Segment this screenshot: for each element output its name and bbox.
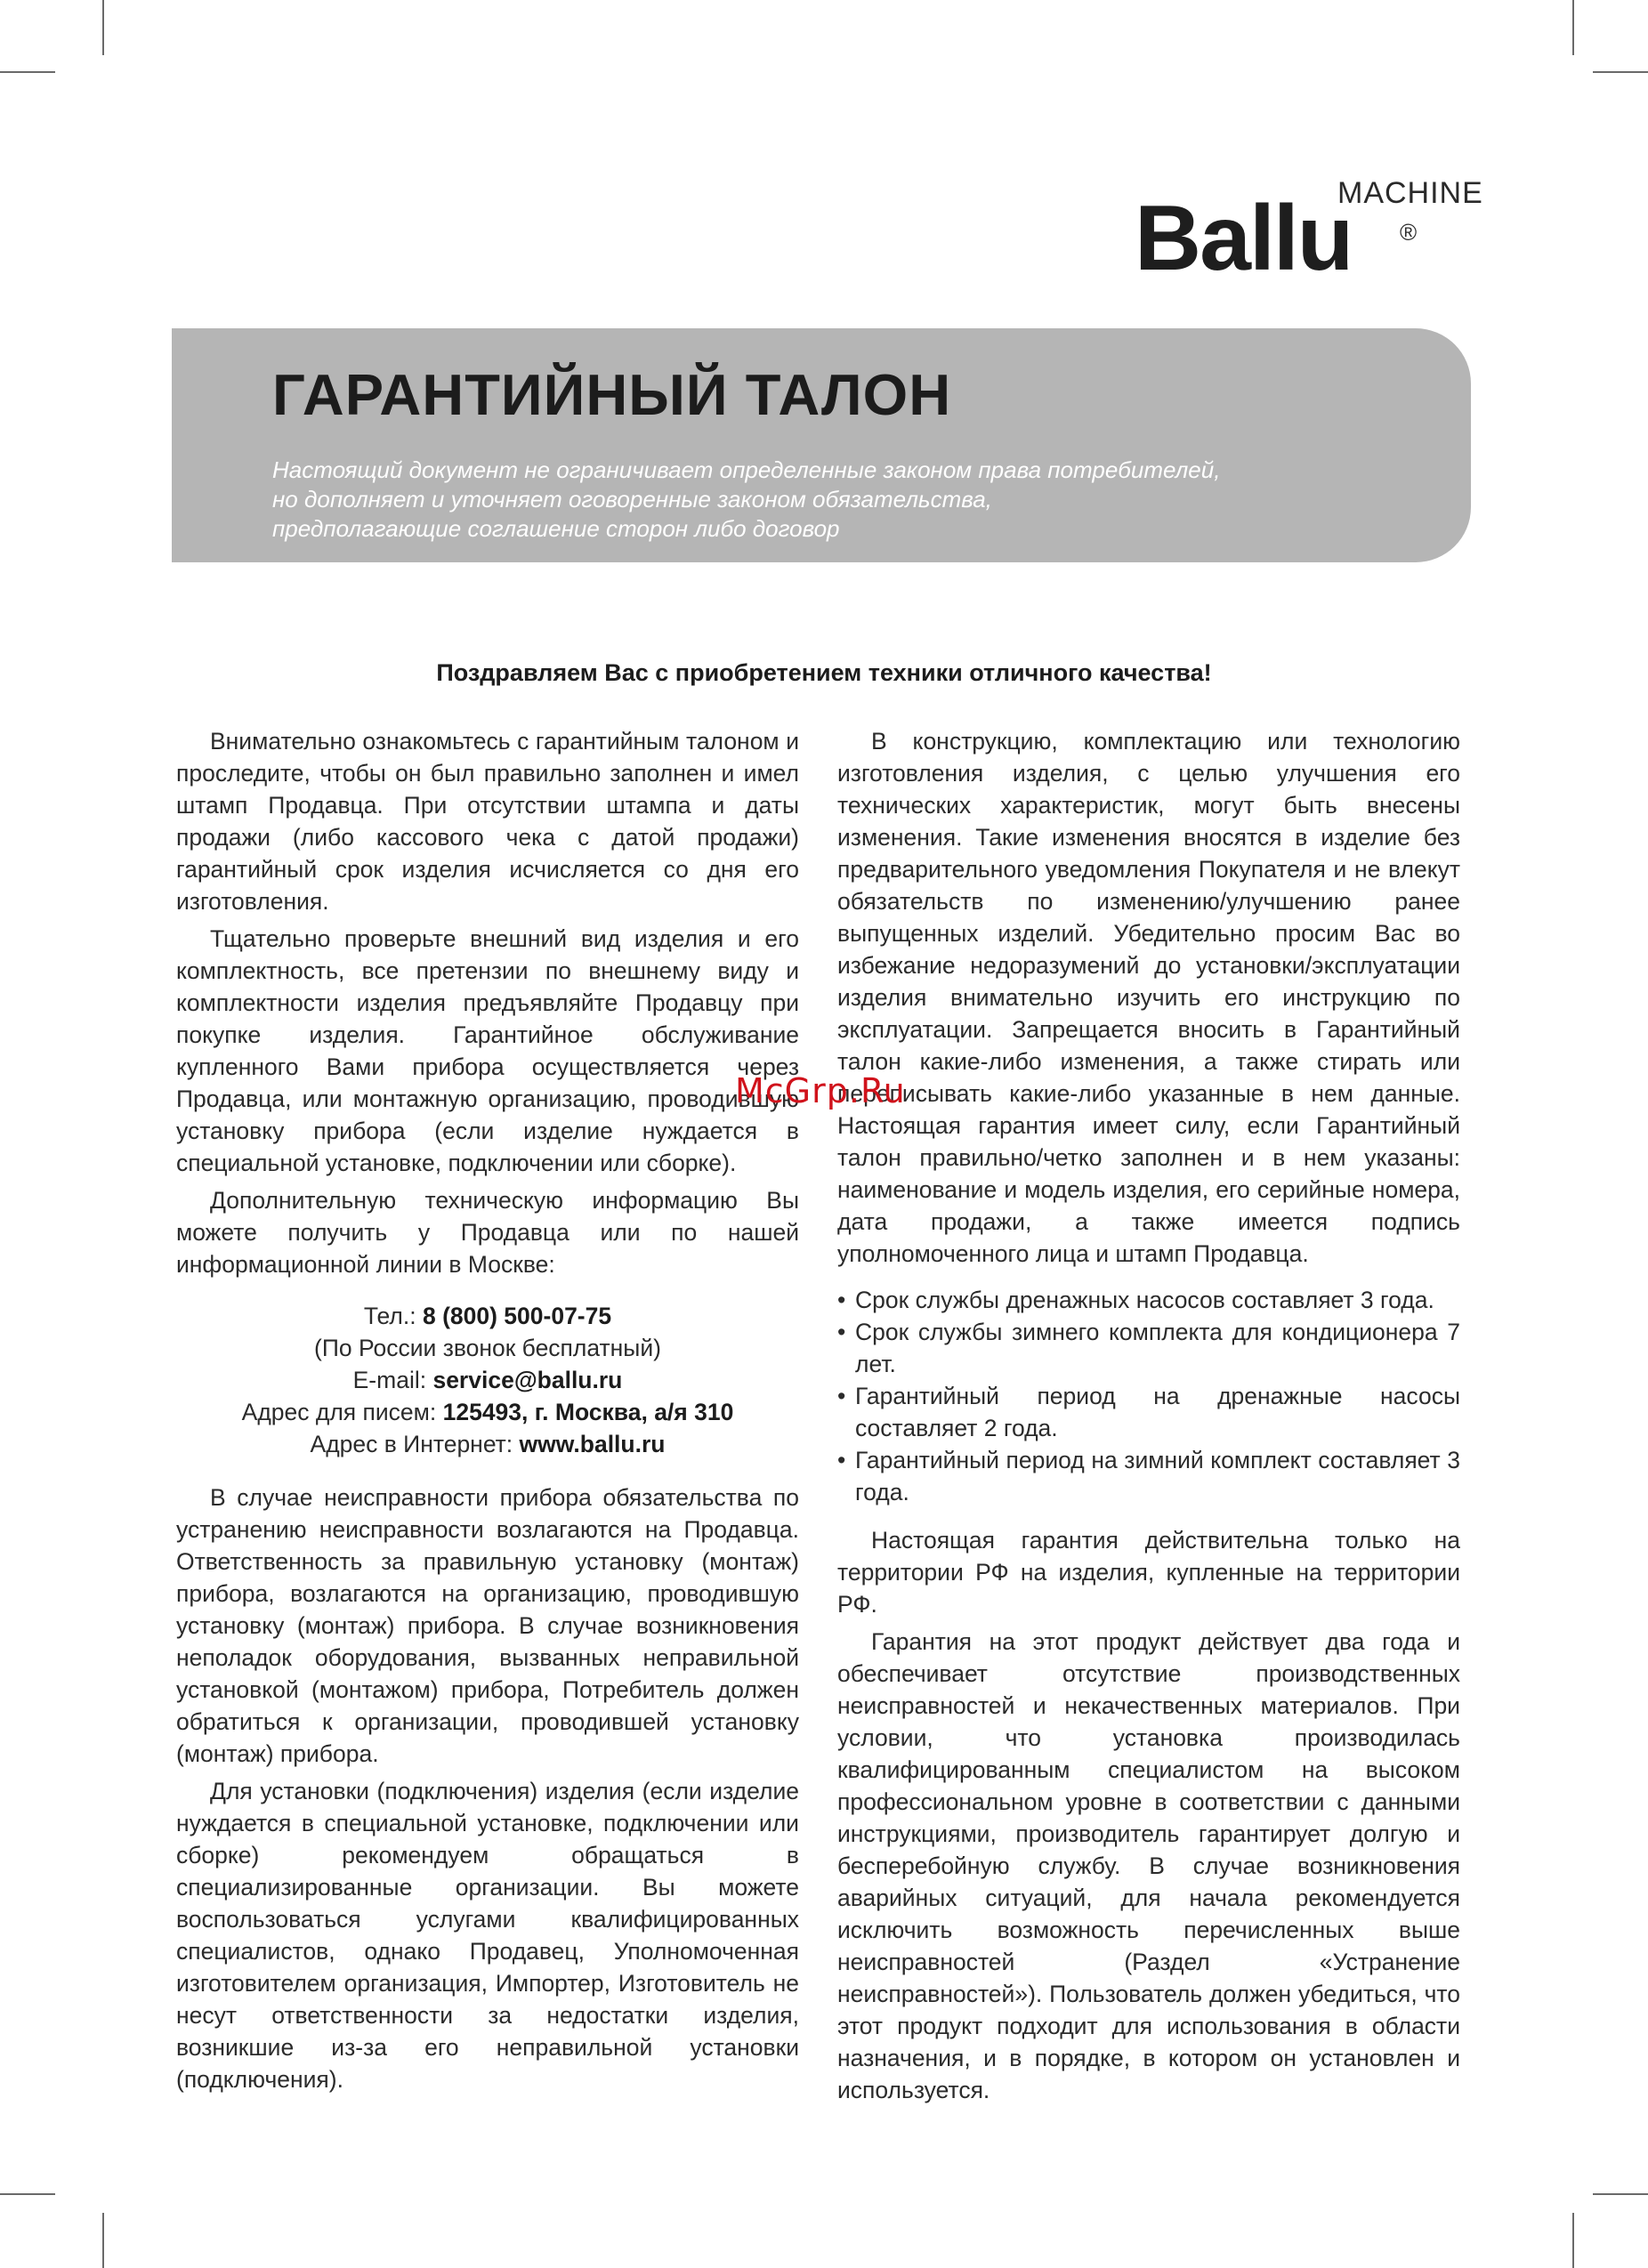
left-column [176, 725, 799, 2095]
free-call-note: (По России звонок бесплатный) [314, 1335, 661, 1361]
paragraph: Настоящая гарантия действительна только на территории РФ на изделия, купленные на территории РФ. [837, 1527, 1460, 1618]
page-title: ГАРАНТИЙНЫЙ ТАЛОН [272, 362, 952, 427]
list-item: • Срок службы дренажных насосов составляет 3 года. [837, 1284, 1460, 1316]
paragraph: В случае неисправности прибора обязательства по устранению неисправности возлагаются на Продавца. Ответственность за правильную установку (монтаж) прибора, возлагаются на организацию, проводившую установку (монтаж) прибора. В случае возникновения неполадок оборудования, вызванных неправильной установкой (монтажом) прибора, Потребитель должен обратиться к организации, проводившей установку (монтаж) прибора. [176, 1484, 799, 1767]
paragraph: Дополнительную техническую информацию Вы можете получить у Продавца или по нашей информационной линии в Москве: [176, 1187, 799, 1278]
phone-number[interactable]: 8 (800) 500-07-75 [422, 1303, 612, 1329]
service-life-list [837, 1284, 1460, 1508]
paragraph: Для установки (подключения) изделия (если изделие нуждается в специальной установке, подключении или сборке) рекомендуем обращаться в специализированные организации. Вы можете воспользоваться услугами квалифицированных специалистов, однако Продавец, Уполномоченная изготовителем организация, Импортер, Изготовитель не несут ответственности за недостатки изделия, возникшие из-за его неправильной установки (подключения). [176, 1778, 799, 2093]
paragraph: Гарантия на этот продукт действует два года и обеспечивает отсутствие производственных неисправностей и некачественных материалов. При условии, что установка производилась квалифицированным специалистом на высоком профессиональном уровне в соответствии с данными инструкциями, производитель гарантирует долгую и бесперебойную службу. В случае возникновения аварийных ситуаций, для начала рекомендуется исключить возможность перечисленных выше неисправностей (Раздел «Устранение неисправностей»). Пользователь должен убедиться, что этот продукт подходит для использования в области назначения, и в порядке, в котором он установлен и используется. [837, 1628, 1460, 2103]
crop-mark [1572, 2213, 1574, 2268]
crop-mark [0, 2193, 55, 2195]
crop-mark [1572, 0, 1574, 55]
crop-mark [102, 0, 104, 55]
paragraph: Тщательно проверьте внешний вид изделия и его комплектность, все претензии по внешнему виду и комплектности изделия предъявляйте Продавцу при покупке изделия. Гарантийное обслуживание купленного Вами прибора осуществляется через Продавца, или монтажную организацию, проводившую установку прибора (если изделие нуждается в специальной установке, подключении или сборке). [176, 925, 799, 1176]
address-line [176, 1396, 799, 1428]
logo-registered-mark: ® [1400, 219, 1418, 246]
postal-address: 125493, г. Москва, а/я 310 [442, 1399, 734, 1425]
list-item: • Гарантийный период на зимний комплект составляет 3 года. [837, 1444, 1460, 1508]
web-line [176, 1428, 799, 1460]
crop-mark [102, 2213, 104, 2268]
watermark-text: McGrp.Ru [735, 1071, 906, 1110]
subtitle-line: но дополняет и уточняет оговоренные законом обязательства, [272, 486, 992, 513]
list-item: • Гарантийный период на дренажные насосы составляет 2 года. [837, 1380, 1460, 1444]
crop-mark [0, 71, 55, 73]
email-label: E-mail: [352, 1367, 433, 1393]
phone-label: Тел.: [363, 1303, 423, 1329]
phone-line [176, 1300, 799, 1332]
list-item: • Срок службы зимнего комплекта для кондиционера 7 лет. [837, 1316, 1460, 1380]
title-banner [172, 328, 1471, 562]
right-column [837, 725, 1460, 2106]
banner-subtitle [272, 456, 1429, 544]
crop-mark [1593, 2193, 1648, 2195]
congratulations-heading: Поздравляем Вас с приобретением техники отличного качества! [436, 659, 1212, 686]
logo-machine-text: MACHINE [1337, 176, 1483, 210]
web-label: Адрес в Интернет: [310, 1431, 520, 1457]
email-link[interactable]: service@ballu.ru [432, 1367, 623, 1393]
logo-ballu-text: Ballu [1135, 187, 1353, 290]
address-label: Адрес для писем: [241, 1399, 443, 1425]
subtitle-line: Настоящий документ не ограничивает определенные законом права потребителей, [272, 456, 1221, 483]
website-link[interactable]: www.ballu.ru [519, 1431, 666, 1457]
crop-mark [1593, 71, 1648, 73]
paragraph: Внимательно ознакомьтесь с гарантийным талоном и проследите, чтобы он был правильно заполнен и имел штамп Продавца. При отсутствии штампа и даты продажи (либо кассового чека с датой продажи) гарантийный срок изделия исчисляется со дня его изготовления. [176, 728, 799, 915]
brand-logo [1135, 174, 1490, 290]
contact-block [176, 1300, 799, 1460]
paragraph: В конструкцию, комплектацию или технологию изготовления изделия, с целью улучшения его технических характеристик, могут быть внесены изменения. Такие изменения вносятся в изделие без предварительного уведомления Покупателя и не влекут обязательств по изменению/улучшению ранее выпущенных изделий. Убедительно просим Вас во избежание недоразумений до установки/эксплуатации изделия внимательно изучить его инструкцию по эксплуатации. Запрещается вносить в Гарантийный талон какие-либо изменения, а также стирать или переписывать какие-либо указанные в нем данные. Настоящая гарантия имеет силу, если Гарантийный талон правильно/четко заполнен и в нем указаны: наименование и модель изделия, его серийные номера, дата продажи, а также имеется подпись уполномоченного лица и штамп Продавца. [837, 728, 1460, 1267]
email-line [176, 1364, 799, 1396]
subtitle-line: предполагающие соглашение сторон либо договор [272, 515, 840, 542]
